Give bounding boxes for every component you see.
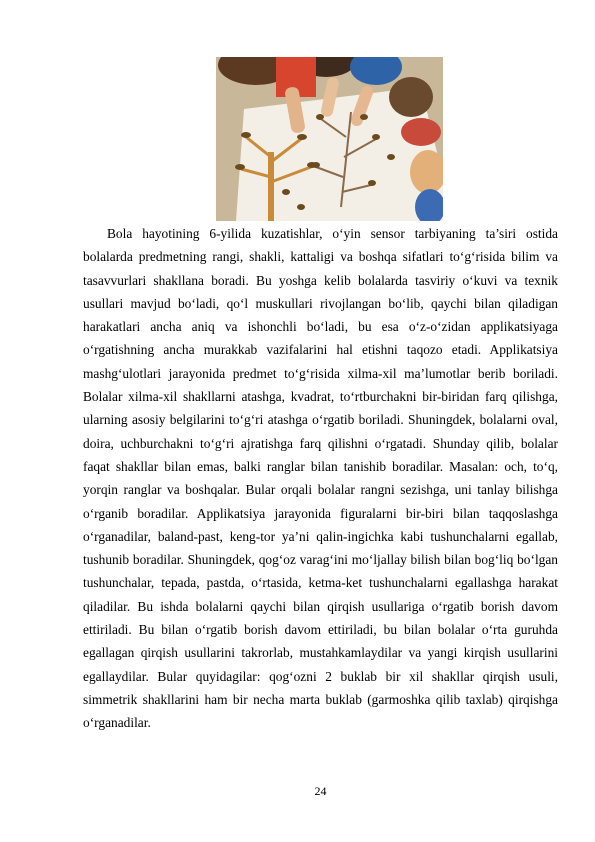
body-paragraph: Bola hayotining 6-yilida kuzatishlar, o‘yin sensor tarbiyaning ta’siri ostida bolalarda predmetning rangi, shakli, kattaligi va boshqa sifatlari to‘g‘risida bilim va tasavvurlari shakllana boradi. Bu yoshga kelib bolalarda tasviriy o‘kuvi va texnik usullari mavjud bo‘ladi, qo‘l muskullari rivojlangan bo‘lib, qaychi bilan qiladigan harakatlari ancha aniq va ishonchli bo‘ladi, bu esa o‘z-o‘zidan applikatsiyaga o‘rgatishning ancha murakkab vazifalarini hal etishni taqozo etadi. Applikatsiya mashg‘ulotlari jarayonida predmet to‘g‘risida xilma-xil ma’lumotlar berib boriladi. Bolalar xilma-xil shakllarni atashga, kvadrat, to‘rtburchakni bir-biridan farq qilishga, ularning asosiy belgilarini to‘g‘ri atashga o‘rgatib boriladi. Shuningdek, bolalarni oval, doira, uchburchakni to‘g‘ri ajratishga farq qilishni o‘rgatadi. Shunday qilib, bolalar faqat shakllar bilan emas, balki ranglar bilan tanishib boradilar. Masalan: och, to‘q, yorqin ranglar va boshqalar. Bular orqali bolalar rangni sezishga, uni tanlay bilishga o‘rganib boradilar. Applikatsiya jarayonida figuralarni bir-biri bilan taqqoslashga o‘rganadilar, baland-past, keng-tor ya’ni qalin-ingichka kabi tushunchalarni egallab, tushunib boradilar. Shuningdek, qog‘oz varag‘ini mo‘ljallay bilish bilan bog‘liq bo‘lgan tushunchalar, tepada, pastda, o‘rtasida, ketma-ket tushunchalarni egallashga harakat qiladilar. Bu ishda bolalarni qaychi bilan qirqish usullariga o‘rgatib borish davom ettiriladi. Bu bilan o‘rgatib borish davom ettiriladi, bu bilan bolalar o‘rta guruhda egallagan qirqish usullarini takrorlab, mustahkamlaydilar va yangi kirqish usullarini egallaydilar. Bular quyidagilar: qog‘ozni 2 buklab bir xil shakllar qirqish usuli, simmetrik shakllarini ham bir necha marta buklab (garmoshka qilib taxlab) qirqishga o‘rganadilar.: [83, 226, 558, 731]
page-number: 24: [314, 784, 327, 798]
children-drawing-tree-photo: [216, 57, 443, 221]
